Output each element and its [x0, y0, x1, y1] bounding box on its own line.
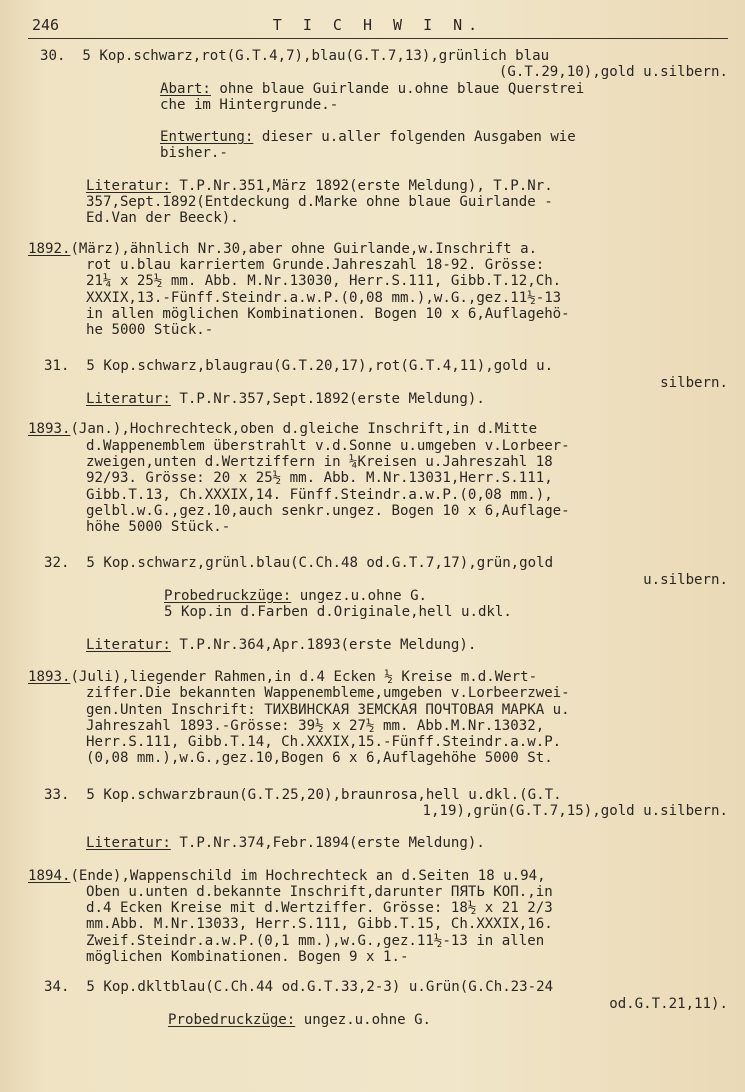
text-line	[28, 438, 728, 454]
line-text: 32. 5 Kop.schwarz,grünl.blau(C.Ch.48 od.G.T.7,17),grün,gold	[44, 555, 554, 572]
line-text: silbern.	[660, 374, 728, 391]
line-text: dieser u.aller folgenden Ausgaben wie	[253, 129, 576, 146]
text-line	[28, 273, 728, 289]
line-text: rot u.blau karriertem Grunde.Jahreszahl 18-92. Grösse:	[86, 256, 545, 273]
text-line	[28, 900, 728, 916]
text-line	[28, 454, 728, 470]
text-line	[28, 375, 728, 391]
line-text: bisher.-	[160, 145, 228, 162]
line-text: in allen möglichen Kombinationen. Bogen 10 x 6,Auflagehö-	[86, 305, 570, 322]
text-line	[28, 194, 728, 210]
line-text: höhe 5000 Stück.-	[86, 519, 231, 536]
text-line	[28, 470, 728, 486]
line-text: ohne blaue Guirlande u.ohne blaue Querstrei	[210, 80, 585, 97]
text-line	[28, 669, 728, 685]
line-text: mm.Abb. M.Nr.13033, Herr.S.111, Gibb.T.15, Ch.XXXIX,16.	[86, 916, 553, 933]
text-line	[28, 48, 728, 64]
text-line	[28, 487, 728, 503]
line-text: 34. 5 Kop.dkltblau(C.Ch.44 od.G.T.33,2-3) u.Grün(G.Ch.23-24	[44, 979, 554, 996]
entry-n30	[28, 48, 728, 113]
line-text: he 5000 Stück.-	[86, 322, 214, 339]
line-text: T.P.Nr.374,Febr.1894(erste Meldung).	[170, 835, 485, 852]
line-text: (März),ähnlich Nr.30,aber ohne Guirlande,w.Inschrift a.	[70, 240, 538, 257]
line-text: T.P.Nr.351,März 1892(erste Meldung), T.P.Nr.	[170, 177, 553, 194]
line-text: Zweif.Steindr.a.w.P.(0,1 mm.),w.G.,gez.11½-13 in allen	[86, 932, 545, 949]
text-line	[28, 241, 728, 257]
text-line	[28, 604, 728, 620]
text-line	[28, 257, 728, 273]
line-text: 30. 5 Kop.schwarz,rot(G.T.4,7),blau(G.T.7,13),grünlich blau	[40, 48, 550, 64]
text-line	[28, 290, 728, 306]
text-line	[28, 702, 728, 718]
line-text: XXXIX,13.-Fünff.Steindr.a.w.P.(0,08 mm.),w.G.,gez.11½-13	[86, 289, 562, 306]
text-line	[28, 718, 728, 734]
text-line	[28, 421, 728, 437]
line-text: 21¼ x 25½ mm. Abb. M.Nr.13030, Herr.S.111, Gibb.T.12,Ch.	[86, 273, 562, 290]
entry-y1893b	[28, 669, 728, 767]
section-label: Literatur:	[86, 636, 171, 653]
text-line	[28, 129, 728, 145]
text-line	[28, 933, 728, 949]
text-line	[28, 97, 728, 113]
page-header	[28, 16, 728, 39]
entry-n33	[28, 787, 728, 820]
text-line	[28, 787, 728, 803]
text-line	[28, 572, 728, 588]
text-line	[28, 979, 728, 995]
line-text: Herr.S.111, Gibb.T.14, Ch.XXXIX,15.-Fünff.Steindr.a.w.P.	[86, 734, 562, 751]
text-line	[28, 145, 728, 161]
text-line	[28, 1012, 728, 1028]
entry-n32	[28, 555, 728, 620]
issue-year: 1893.	[28, 668, 71, 685]
text-line	[28, 588, 728, 604]
line-text: (Jan.),Hochrechteck,oben d.gleiche Inschrift,in d.Mitte	[70, 421, 538, 438]
line-text: 33. 5 Kop.schwarzbraun(G.T.25,20),braunrosa,hell u.dkl.(G.T.	[44, 786, 562, 803]
line-text: Ed.Van der Beeck).	[86, 210, 239, 227]
line-text: d.Wappenemblem überstrahlt v.d.Sonne u.umgeben v.Lorbeer-	[86, 437, 570, 454]
line-text: gen.Unten Inschrift: ТИХВИНСКАЯ ЗЕМСКАЯ ПОЧТОВАЯ МАРКА u.	[86, 701, 570, 718]
entry-lit30	[28, 178, 728, 227]
line-text: zweigen,unten d.Wertziffern in ¼Kreisen u.Jahreszahl 18	[86, 453, 553, 470]
line-text: 31. 5 Kop.schwarz,blaugrau(G.T.20,17),rot(G.T.4,11),gold u.	[44, 358, 554, 375]
text-line	[28, 734, 728, 750]
issue-year: 1894.	[28, 867, 71, 884]
line-text: 1,19),grün(G.T.7,15),gold u.silbern.	[422, 802, 728, 819]
line-text: ungez.u.ohne G.	[291, 588, 428, 605]
line-text: Gibb.T.13, Ch.XXXIX,14. Fünff.Steindr.a.w.P.(0,08 mm.),	[86, 486, 553, 503]
section-label: Entwertung:	[160, 129, 254, 146]
entry-n31	[28, 358, 728, 407]
issue-year: 1893.	[28, 421, 71, 438]
line-text: (0,08 mm.),w.G.,gez.10,Bogen 6 x 6,Auflagehöhe 5000 St.	[86, 750, 553, 767]
page-number: 246	[32, 16, 60, 34]
text-line	[28, 178, 728, 194]
line-text: gelbl.w.G.,gez.10,auch senkr.ungez. Bogen 10 x 6,Auflage-	[86, 502, 570, 519]
text-line	[28, 996, 728, 1012]
line-text: (Ende),Wappenschild im Hochrechteck an d.Seiten 18 u.94,	[70, 867, 546, 884]
line-text: T.P.Nr.357,Sept.1892(erste Meldung).	[170, 391, 485, 408]
text-line	[28, 64, 728, 80]
line-text: 92/93. Grösse: 20 x 25½ mm. Abb. M.Nr.13031,Herr.S.111,	[86, 470, 553, 487]
line-text: (Juli),liegender Rahmen,in d.4 Ecken ½ Kreise m.d.Wert-	[70, 668, 538, 685]
line-text: u.silbern.	[643, 571, 728, 588]
text-line	[28, 803, 728, 819]
line-text: T.P.Nr.364,Apr.1893(erste Meldung).	[170, 636, 477, 653]
text-line	[28, 916, 728, 932]
line-text: Oben u.unten d.bekannte Inschrift,darunter ПЯТЬ КОП.,in	[86, 883, 553, 900]
text-line	[28, 306, 728, 322]
text-line	[28, 555, 728, 571]
page-body	[28, 48, 728, 1028]
entry-lit33	[28, 835, 728, 851]
entry-y1894	[28, 868, 728, 966]
section-label: Literatur:	[86, 391, 171, 408]
text-line	[28, 391, 728, 407]
text-line	[28, 322, 728, 338]
line-text: ziffer.Die bekannten Wappenembleme,umgeben v.Lorbeerzwei-	[86, 685, 570, 702]
line-text: d.4 Ecken Kreise mit d.Wertziffer. Grösse: 18½ x 21 2/3	[86, 900, 553, 917]
line-text: (G.T.29,10),gold u.silbern.	[498, 64, 728, 81]
entry-y1892	[28, 241, 728, 339]
text-line	[28, 750, 728, 766]
text-line	[28, 835, 728, 851]
section-label: Probedruckzüge:	[168, 1011, 296, 1028]
entry-entw	[28, 129, 728, 162]
line-text: od.G.T.21,11).	[609, 995, 728, 1012]
line-text: 5 Kop.in d.Farben d.Originale,hell u.dkl.	[164, 604, 512, 621]
section-label: Probedruckzüge:	[164, 588, 292, 605]
section-label: Literatur:	[86, 177, 171, 194]
line-text: ungez.u.ohne G.	[295, 1011, 432, 1028]
text-line	[28, 949, 728, 965]
running-title: T I C H W I N.	[272, 16, 484, 34]
line-text: che im Hintergrunde.-	[160, 96, 339, 113]
text-line	[28, 868, 728, 884]
line-text: möglichen Kombinationen. Bogen 9 x 1.-	[86, 949, 409, 966]
section-label: Abart:	[160, 80, 211, 97]
entry-y1893a	[28, 421, 728, 535]
entry-lit32	[28, 637, 728, 653]
line-text: Jahreszahl 1893.-Grösse: 39½ x 27½ mm. Abb.M.Nr.13032,	[86, 717, 545, 734]
issue-year: 1892.	[28, 240, 71, 257]
text-line	[28, 685, 728, 701]
text-line	[28, 519, 728, 535]
text-line	[28, 210, 728, 226]
text-line	[28, 81, 728, 97]
line-text: 357,Sept.1892(Entdeckung d.Marke ohne blaue Guirlande -	[86, 194, 553, 211]
entry-n34	[28, 979, 728, 1028]
text-line	[28, 358, 728, 374]
text-line	[28, 637, 728, 653]
text-line	[28, 884, 728, 900]
text-line	[28, 503, 728, 519]
section-label: Literatur:	[86, 835, 171, 852]
